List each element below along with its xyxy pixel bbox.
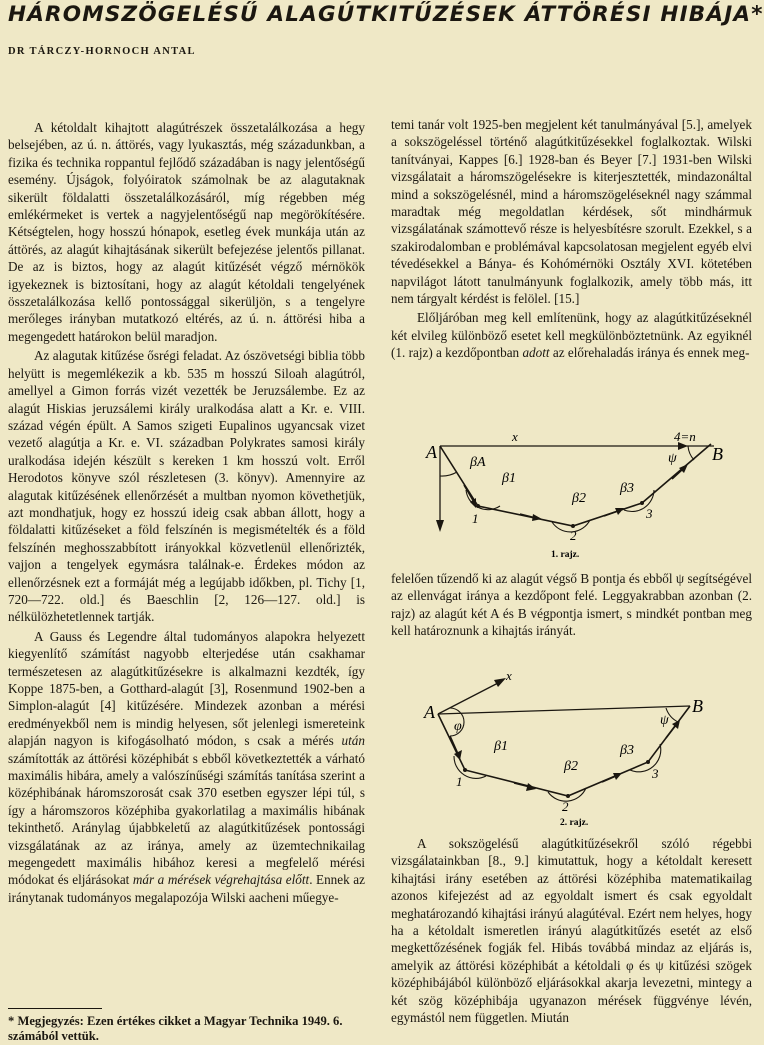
text-run: . Ennek az iránytanak tudományos megalapozója Wilski aacheni műegye-	[8, 872, 365, 905]
figure-1	[420, 428, 723, 562]
emphasis-given: adott	[522, 345, 550, 361]
label-point-2: 2	[562, 799, 569, 814]
label-psi: ψ	[660, 713, 669, 728]
label-x: x	[512, 429, 518, 444]
paragraph-wilski: temi tanár volt 1925-ben megjelent két tanulmányával [5.], amelyek a sokszögeléssel történő alagútkitűzésekkel foglalkoztak. Wilski tanítványai, Kappes [6.] 1928-ban és Beyer [7.] 1931-ben Wilski vizsgálatait a háromszögelésekre is kiterjesztették, mindazonáltal mind a sokszögelésnél, mind a háromszögeléseknél nagy számmal maradtak még megoldatlan kérdések, sőt mindhármuk vizsgálatának számottevő része is helyesbítésre szorult. Ezekkel, s a szakirodalomban e problémával kapcsolatosan megjelent egyéb elvi tévedésekkel a Bánya- és Kohómérnöki Osztály XVI. kötetében napvilágot látott tanulmányunk foglalkozik, amely több más, itt nem tárgyalt kérdést is felölel. [15.]	[391, 117, 752, 307]
figure-1-caption: 1. rajz.	[551, 550, 580, 560]
emphasis-after: után	[341, 733, 365, 749]
footnote-divider	[8, 1008, 102, 1009]
footnote: * Megjegyzés: Ezen értékes cikket a Magyar Technika 1949. 6. számából vettük.	[8, 1014, 343, 1043]
label-beta-3: β3	[620, 481, 634, 496]
label-beta-a: βA	[470, 455, 486, 470]
label-phi: φ	[454, 719, 462, 734]
author-name: DR TÁRCZY-HORNOCH ANTAL	[8, 46, 196, 57]
paragraph-earlier-studies: A sokszögelésű alagútkitűzésekről szóló régebbi vizsgálatainkban [8., 9.] kimutattuk, hogy a kétoldalt keresett kihajtási irány esetében az áttörési középhiba matematikailag azonos kifejezést ad az egyoldalt ismert és csak egyoldalt meghatározandó kihajtási irányú alagútéval. Ezért nem helyes, hogy ha a kétoldalt ismeretlen irányú alagútkitűzés esetét az első megkettőzésének fogják fel. Hibás továbbá mindaz az eljárás is, amelyik az áttörési középhibát a kétoldali φ és ψ kitűzési szögek középhibájából különböző eljárásokkal akarja levezetni, mintegy a két szög középhibája ugyanazon mérések függvénye lévén, egymástól nem független. Miután	[391, 836, 752, 1026]
label-a: A	[426, 442, 437, 462]
right-column-middle	[391, 570, 752, 640]
emphasis-before-measurement: már a mérések végrehajtása előtt	[132, 872, 310, 888]
left-column	[8, 119, 365, 906]
paragraph-end-point: felelően tűzendő ki az alagút végső B pontja és ebből ψ segítségével az ellenvágat iránya a kezdőpont felé. Leggyakrabban azonban (2. rajz) az alagút két A és B végpontja ismert, s mindkét pontban meg kell határoznunk a kihajtás irányát.	[391, 571, 752, 639]
label-point-1: 1	[472, 511, 479, 526]
label-point-3: 3	[646, 506, 653, 521]
figure-2-caption: 2. rajz.	[560, 818, 589, 828]
label-x: x	[506, 668, 512, 683]
label-beta-2: β2	[572, 491, 586, 506]
paragraph-adjustment	[8, 628, 365, 907]
label-beta-1: β1	[502, 471, 516, 486]
text-run: az előrehaladás iránya és ennek meg-	[549, 345, 750, 361]
text-run: számították az áttörési középhibát s ebből következtették a várható maximális hibára, amely a valószínűségi számítás tanítása szerint a középhibának háromszorosát csak 370 esetben egyszer lépi túl, s így a háromszoros középhiba gyakorlatilag a maximális hibának tekinthető. Aránylag újabbkeletű az alagútkitűzések pontossági vizsgálatának az az iránya, amely az üzemtechnikailag megengedett maximális hibához keresi a megfelelő mérési módokat és eljárásokat	[8, 750, 365, 888]
right-column-top	[391, 116, 752, 362]
label-n: 4=n	[674, 429, 696, 444]
right-column-bottom	[391, 835, 752, 1026]
label-point-2: 2	[570, 528, 577, 543]
label-point-1: 1	[456, 774, 463, 789]
label-beta-2: β2	[564, 759, 578, 774]
paragraph-intro: A kétoldalt kihajtott alagútrészek összetalálkozása a hegy belsejében, az ú. n. áttörés, vagy lyukasztás, még századunkban, a fizika és technika roppantul fejlődő századában is nagy jelentőségű esemény. Újságok, folyóiratok számolnak be az alagutaknak sikerült földalatti összetalálkozásáról, míg régebben még emlékérmeket is vertek a nagyjelentőségű nap megörökítésére. Kétségtelen, hogy hosszú hónapok, esetleg évek munkája után az áttörés, az alagút kihajtásának sikerült befejezése jelentős pillanat. De az is biztos, hogy az alagút kitűzését végző mérnökök igyekeznek is biztosítani, hogy az alagút kétoldali tengelyének összetalálkozása kellő pontossággal sikerüljön, s a tengelyre merőleges irányban mutatkozó eltérés, az ú. n. áttörési hiba a megengedett határokon belül maradjon.	[8, 120, 365, 344]
article-title: HÁROMSZÖGELÉSŰ ALAGÚTKITŰZÉSEK ÁTTÖRÉSI HIBÁJA*	[8, 2, 764, 27]
text-run: Előljáróban meg kell említenünk, hogy az alagútkitűzéseknél két elvileg különböző esetet kell megkülönböztetnünk. Az egyiknél (1. rajz) a kezdőpontban	[391, 310, 752, 361]
figure-2	[420, 668, 730, 830]
label-beta-1: β1	[494, 739, 508, 754]
label-b: B	[692, 696, 703, 716]
label-beta-3: β3	[620, 743, 634, 758]
label-point-3: 3	[652, 766, 659, 781]
text-run: A Gauss és Legendre által tudományos alapokra helyezett kiegyenlítő számítást nagyobb elterjedése után csakhamar természetesen az alagútkitűzésekre is alkalmazni kezdték, így Koppe 1875-ben, a Gotthard-alagút [3], Rosenmund 1902-ben a Simplon-alagút [4] kitűzésére. Mindezek azonban a mérési eredményekből nem is mindig helyesen, sőt jelenlegi ismereteink alapján nagyon is kifogásolható módon, s csak a mérés	[8, 628, 365, 749]
paragraph-cases	[391, 309, 752, 361]
label-b: B	[712, 444, 723, 464]
paragraph-history: Az alagutak kitűzése ősrégi feladat. Az ószövetségi biblia több helyütt is megemlékezik a kb. 535 m hosszú Siloah alagútról, amellyel a Gimon forrás vizét vezették be Jeruzsálembe. Ez az alagút Hiskias jeruzsálemi király uralkodása alatt a Kr. e. VIII. század végén épült. A Samos szigeti Eupalinos ugyancsak vizet vezető alagútja a Kr. e. VI. században Polykrates samosi király uralkodása idején készült s kereken 1 km hosszú volt. Erről Herodotos könyve szól részletesen (3. könyv). Amennyire az alagutak kitűzésének ellenőrzését a multban nyomon követhetjük, azt mondhatjuk, hogy ez hosszú ideig csak abban állott, hogy a földalatti kitűzéseket a föld felszínén is megismételték és a föld felszínén meghosszabbított irányokkal közvetlenül ellenőrizték, vajjon a tengelyek egymásra találnak-e. Érdekes módon az ellenőrzésnek ezt a formáját még a legújabb időkben, pl. Tichy [1, 720—722. old.] és Baeschlin [2, 126—127. old.] is nélkülözhetetlennek tartják.	[8, 348, 365, 625]
label-psi: ψ	[668, 451, 677, 466]
label-a: A	[424, 702, 435, 722]
